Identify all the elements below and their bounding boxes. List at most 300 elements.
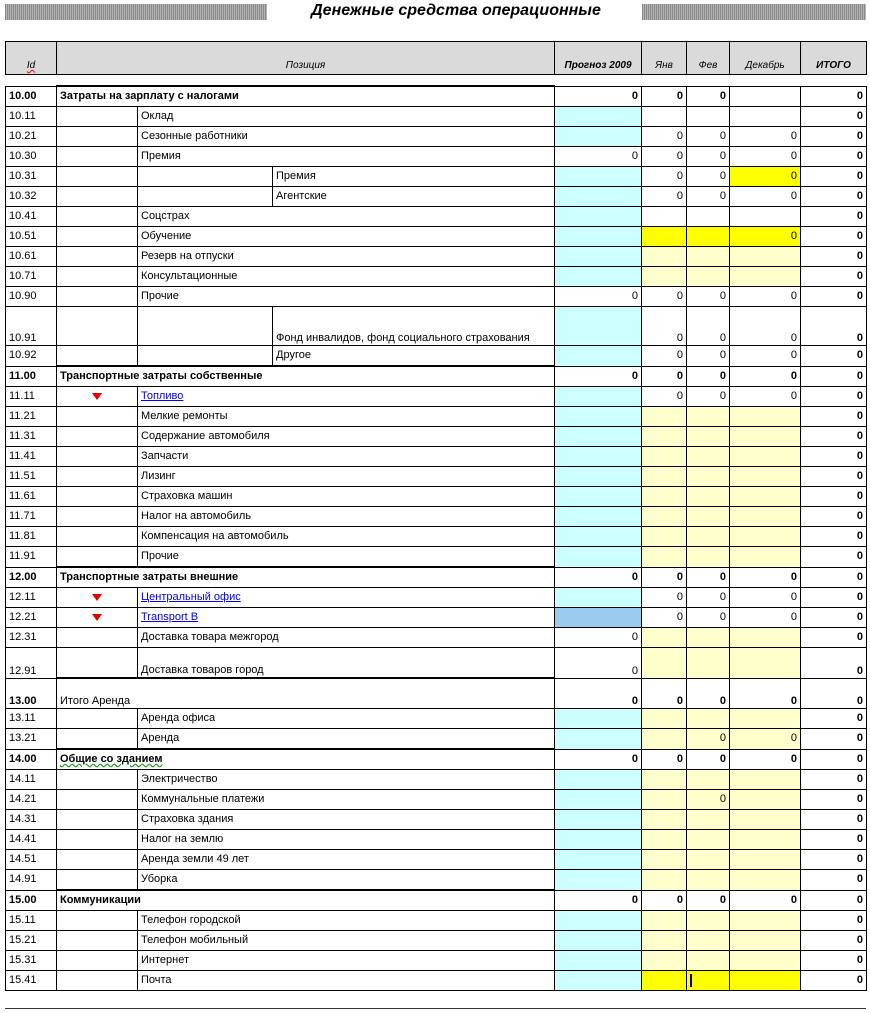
header-forecast[interactable]: Прогноз 2009: [555, 42, 642, 75]
cell-total[interactable]: 0: [801, 467, 867, 487]
cell-position[interactable]: Коммуникации: [57, 890, 555, 911]
cell-total[interactable]: 0: [801, 207, 867, 227]
cell-arrow[interactable]: [57, 307, 138, 346]
position-link[interactable]: Transport B: [141, 611, 199, 623]
cell-total[interactable]: 0: [801, 407, 867, 427]
cell-forecast[interactable]: 0: [555, 567, 642, 588]
cell-id[interactable]: 11.81: [6, 527, 57, 547]
cell-forecast[interactable]: [555, 447, 642, 467]
cell-id[interactable]: 14.00: [6, 749, 57, 770]
cell-month-feb[interactable]: 0: [687, 147, 730, 167]
cell-forecast[interactable]: [555, 127, 642, 147]
cell-id[interactable]: 14.11: [6, 770, 57, 790]
cell-month-dec[interactable]: 0: [730, 307, 801, 346]
cell-id[interactable]: 11.31: [6, 427, 57, 447]
cell-sub[interactable]: Резерв на отпуски: [138, 247, 555, 267]
cell-sub[interactable]: Мелкие ремонты: [138, 407, 555, 427]
cell-forecast[interactable]: [555, 588, 642, 608]
cell-month-feb[interactable]: [687, 467, 730, 487]
cell-month-dec[interactable]: [730, 790, 801, 810]
header-feb[interactable]: Фев: [687, 42, 730, 75]
cell-arrow[interactable]: [57, 107, 138, 127]
cell-forecast[interactable]: 0: [555, 366, 642, 387]
cell-month-jan[interactable]: [642, 648, 687, 679]
cell-month-dec[interactable]: [730, 267, 801, 287]
cell-month-jan[interactable]: 0: [642, 167, 687, 187]
cell-month-jan[interactable]: [642, 547, 687, 568]
cell-month-jan[interactable]: [642, 267, 687, 287]
cell-sub[interactable]: [138, 307, 273, 346]
cell-id[interactable]: 11.71: [6, 507, 57, 527]
cell-total[interactable]: 0: [801, 447, 867, 467]
cell-id[interactable]: 10.90: [6, 287, 57, 307]
cell-arrow[interactable]: [57, 346, 138, 367]
cell-sub[interactable]: Телефон городской: [138, 911, 555, 931]
cell-month-j[interactable]: 0: [642, 749, 687, 770]
cell-total[interactable]: 0: [801, 729, 867, 750]
cell-arrow[interactable]: [57, 911, 138, 931]
cell-arrow[interactable]: [57, 127, 138, 147]
cell-month-jan[interactable]: [642, 810, 687, 830]
cell-month-jan[interactable]: [642, 931, 687, 951]
cell-total[interactable]: 0: [801, 507, 867, 527]
cell-month-dec[interactable]: [730, 467, 801, 487]
cell-month-dec[interactable]: [730, 407, 801, 427]
cell-month-fe[interactable]: 0: [687, 749, 730, 770]
cell-forecast[interactable]: [555, 790, 642, 810]
cell-id[interactable]: 12.21: [6, 608, 57, 628]
cell-total[interactable]: 0: [801, 890, 867, 911]
cell-month-dec[interactable]: [730, 487, 801, 507]
cell-arrow[interactable]: [57, 870, 138, 891]
cell-month-dec[interactable]: [730, 648, 801, 679]
cell-sub[interactable]: Премия: [138, 147, 555, 167]
cell-total[interactable]: 0: [801, 487, 867, 507]
cell-month-jan[interactable]: [642, 770, 687, 790]
cell-month-dec[interactable]: [730, 830, 801, 850]
cell-id[interactable]: 12.31: [6, 628, 57, 648]
cell-arrow[interactable]: [57, 931, 138, 951]
cell-month-feb[interactable]: [687, 407, 730, 427]
cell-month-feb[interactable]: 0: [687, 588, 730, 608]
cell-arrow[interactable]: [57, 648, 138, 679]
cell-month-d[interactable]: 0: [730, 366, 801, 387]
cell-id[interactable]: 11.61: [6, 487, 57, 507]
cell-month-jan[interactable]: [642, 911, 687, 931]
cell-month-jan[interactable]: 0: [642, 307, 687, 346]
cell-total[interactable]: 0: [801, 709, 867, 729]
cell-month-jan[interactable]: [642, 107, 687, 127]
cell-sub[interactable]: Страховка машин: [138, 487, 555, 507]
cell-month-fe[interactable]: 0: [687, 366, 730, 387]
cell-total[interactable]: 0: [801, 346, 867, 367]
cell-arrow[interactable]: [57, 387, 138, 407]
cell-total[interactable]: 0: [801, 107, 867, 127]
cell-month-feb[interactable]: 0: [687, 387, 730, 407]
cell-month-jan[interactable]: [642, 467, 687, 487]
cell-month-jan[interactable]: 0: [642, 147, 687, 167]
cell-forecast[interactable]: [555, 487, 642, 507]
cell-month-jan[interactable]: [642, 227, 687, 247]
cell-month-feb[interactable]: 0: [687, 307, 730, 346]
cell-arrow[interactable]: [57, 267, 138, 287]
cell-arrow[interactable]: [57, 427, 138, 447]
cell-month-dec[interactable]: [730, 931, 801, 951]
cell-sub[interactable]: [138, 187, 273, 207]
cell-month-jan[interactable]: 0: [642, 287, 687, 307]
cell-month-dec[interactable]: [730, 628, 801, 648]
cell-month-dec[interactable]: [730, 447, 801, 467]
cell-sub[interactable]: Лизинг: [138, 467, 555, 487]
cell-month-d[interactable]: 0: [730, 749, 801, 770]
cell-id[interactable]: 10.11: [6, 107, 57, 127]
cell-forecast[interactable]: [555, 407, 642, 427]
cell-month-feb[interactable]: 0: [687, 608, 730, 628]
cell-month-j[interactable]: 0: [642, 678, 687, 709]
cell-month-dec[interactable]: [730, 709, 801, 729]
cell-month-dec[interactable]: [730, 810, 801, 830]
cell-forecast[interactable]: 0: [555, 890, 642, 911]
cell-month-feb[interactable]: [687, 850, 730, 870]
cell-total[interactable]: 0: [801, 931, 867, 951]
cell-month-feb[interactable]: [687, 951, 730, 971]
cell-forecast[interactable]: [555, 307, 642, 346]
cell-id[interactable]: 15.31: [6, 951, 57, 971]
cell-month-jan[interactable]: [642, 830, 687, 850]
cell-month-feb[interactable]: [687, 207, 730, 227]
cell-month-feb[interactable]: [687, 870, 730, 891]
cell-sub[interactable]: [138, 346, 273, 367]
cell-forecast[interactable]: [555, 346, 642, 367]
red-down-arrow-icon[interactable]: [92, 614, 102, 621]
cell-total[interactable]: 0: [801, 307, 867, 346]
cell-arrow[interactable]: [57, 287, 138, 307]
cell-month-jan[interactable]: 0: [642, 588, 687, 608]
cell-total[interactable]: 0: [801, 427, 867, 447]
cell-id[interactable]: 12.11: [6, 588, 57, 608]
cell-id[interactable]: 10.30: [6, 147, 57, 167]
cell-month-feb[interactable]: [687, 709, 730, 729]
cell-month-feb[interactable]: [687, 648, 730, 679]
cell-forecast[interactable]: [555, 547, 642, 568]
cell-month-dec[interactable]: 0: [730, 127, 801, 147]
cell-month-j[interactable]: 0: [642, 567, 687, 588]
cell-position[interactable]: Общие со зданием: [57, 749, 555, 770]
cell-forecast[interactable]: [555, 770, 642, 790]
cell-arrow[interactable]: [57, 147, 138, 167]
cell-arrow[interactable]: [57, 447, 138, 467]
cell-arrow[interactable]: [57, 830, 138, 850]
cell-arrow[interactable]: [57, 167, 138, 187]
cell-forecast[interactable]: 0: [555, 678, 642, 709]
cell-total[interactable]: 0: [801, 850, 867, 870]
cell-forecast[interactable]: [555, 850, 642, 870]
cell-month-dec[interactable]: 0: [730, 187, 801, 207]
cell-month-d[interactable]: 0: [730, 890, 801, 911]
cell-total[interactable]: 0: [801, 911, 867, 931]
cell-month-feb[interactable]: 0: [687, 127, 730, 147]
cell-month-feb[interactable]: [687, 830, 730, 850]
cell-month-feb[interactable]: [687, 427, 730, 447]
cell-forecast[interactable]: [555, 167, 642, 187]
cell-month-dec[interactable]: 0: [730, 287, 801, 307]
cell-total[interactable]: 0: [801, 790, 867, 810]
cell-total[interactable]: 0: [801, 567, 867, 588]
cell-forecast[interactable]: [555, 608, 642, 628]
cell-total[interactable]: 0: [801, 628, 867, 648]
cell-month-dec[interactable]: [730, 507, 801, 527]
cell-arrow[interactable]: [57, 547, 138, 568]
cell-id[interactable]: 11.51: [6, 467, 57, 487]
cell-detail[interactable]: Другое: [273, 346, 555, 367]
cell-month-jan[interactable]: [642, 207, 687, 227]
cell-sub[interactable]: [138, 608, 555, 628]
cell-month-dec[interactable]: 0: [730, 588, 801, 608]
cell-month-feb[interactable]: 0: [687, 167, 730, 187]
cell-arrow[interactable]: [57, 709, 138, 729]
cell-month-feb[interactable]: [687, 447, 730, 467]
cell-total[interactable]: 0: [801, 127, 867, 147]
cell-month-dec[interactable]: [730, 427, 801, 447]
header-position[interactable]: Позиция: [57, 42, 555, 75]
cell-id[interactable]: 11.91: [6, 547, 57, 568]
cell-position[interactable]: Транспортные затраты собственные: [57, 366, 555, 387]
cell-forecast[interactable]: [555, 107, 642, 127]
cell-month-jan[interactable]: [642, 507, 687, 527]
cell-month-dec[interactable]: [730, 951, 801, 971]
cell-month-feb[interactable]: [687, 911, 730, 931]
cell-month-jan[interactable]: 0: [642, 127, 687, 147]
cell-total[interactable]: 0: [801, 608, 867, 628]
cell-id[interactable]: 10.71: [6, 267, 57, 287]
cell-month-jan[interactable]: [642, 790, 687, 810]
cell-sub[interactable]: [138, 167, 273, 187]
cell-sub[interactable]: Прочие: [138, 287, 555, 307]
cell-total[interactable]: 0: [801, 588, 867, 608]
cell-id[interactable]: 10.41: [6, 207, 57, 227]
cell-total[interactable]: 0: [801, 951, 867, 971]
cell-sub[interactable]: Уборка: [138, 870, 555, 891]
cell-month-dec[interactable]: [730, 911, 801, 931]
cell-arrow[interactable]: [57, 467, 138, 487]
cell-total[interactable]: 0: [801, 870, 867, 891]
cell-position[interactable]: Затраты на зарплату с налогами: [57, 86, 555, 107]
cell-forecast[interactable]: [555, 507, 642, 527]
cell-id[interactable]: 11.11: [6, 387, 57, 407]
cell-sub[interactable]: Оклад: [138, 107, 555, 127]
cell-id[interactable]: 15.21: [6, 931, 57, 951]
cell-arrow[interactable]: [57, 407, 138, 427]
cell-month-feb[interactable]: [687, 507, 730, 527]
cell-position[interactable]: Итого Аренда: [57, 678, 555, 709]
cell-sub[interactable]: Страховка здания: [138, 810, 555, 830]
cell-month-dec[interactable]: [730, 770, 801, 790]
cell-sub[interactable]: Электричество: [138, 770, 555, 790]
cell-sub[interactable]: Соцстрах: [138, 207, 555, 227]
cell-detail[interactable]: Агентские: [273, 187, 555, 207]
cell-forecast[interactable]: 0: [555, 147, 642, 167]
cell-total[interactable]: 0: [801, 648, 867, 679]
cell-forecast[interactable]: 0: [555, 628, 642, 648]
cell-sub[interactable]: Телефон мобильный: [138, 931, 555, 951]
cell-id[interactable]: 10.61: [6, 247, 57, 267]
cell-forecast[interactable]: [555, 387, 642, 407]
cell-id[interactable]: 15.00: [6, 890, 57, 911]
cell-month-jan[interactable]: [642, 628, 687, 648]
cell-id[interactable]: 10.21: [6, 127, 57, 147]
cell-arrow[interactable]: [57, 507, 138, 527]
cell-id[interactable]: 14.91: [6, 870, 57, 891]
cell-sub[interactable]: Запчасти: [138, 447, 555, 467]
cell-total[interactable]: 0: [801, 227, 867, 247]
cell-month-feb[interactable]: 0: [687, 790, 730, 810]
cell-forecast[interactable]: [555, 247, 642, 267]
cell-month-jan[interactable]: [642, 729, 687, 750]
cell-id[interactable]: 10.51: [6, 227, 57, 247]
cell-total[interactable]: 0: [801, 678, 867, 709]
cell-id[interactable]: 11.21: [6, 407, 57, 427]
cell-id[interactable]: 14.21: [6, 790, 57, 810]
cell-month-dec[interactable]: [730, 527, 801, 547]
cell-id[interactable]: 10.31: [6, 167, 57, 187]
cell-total[interactable]: 0: [801, 749, 867, 770]
cell-month-dec[interactable]: [730, 547, 801, 568]
cell-sub[interactable]: Интернет: [138, 951, 555, 971]
cell-month-dec[interactable]: 0: [730, 729, 801, 750]
cell-month-dec[interactable]: [730, 107, 801, 127]
cell-forecast[interactable]: 0: [555, 287, 642, 307]
cell-detail[interactable]: Фонд инвалидов, фонд социального страхования: [273, 307, 555, 346]
cell-detail[interactable]: Премия: [273, 167, 555, 187]
cell-sub[interactable]: Налог на автомобиль: [138, 507, 555, 527]
cell-month-jan[interactable]: [642, 709, 687, 729]
cell-id[interactable]: 10.32: [6, 187, 57, 207]
cell-arrow[interactable]: [57, 951, 138, 971]
cell-sub[interactable]: Прочие: [138, 547, 555, 568]
cell-total[interactable]: 0: [801, 547, 867, 568]
cell-sub[interactable]: Аренда: [138, 729, 555, 750]
cell-sub[interactable]: Коммунальные платежи: [138, 790, 555, 810]
cell-month-feb[interactable]: 0: [687, 187, 730, 207]
cell-id[interactable]: 12.91: [6, 648, 57, 679]
cell-arrow[interactable]: [57, 588, 138, 608]
cell-id[interactable]: 10.00: [6, 86, 57, 107]
cell-forecast[interactable]: [555, 467, 642, 487]
cell-sub[interactable]: Доставка товаров город: [138, 648, 555, 679]
cell-id[interactable]: 13.00: [6, 678, 57, 709]
cell-arrow[interactable]: [57, 187, 138, 207]
cell-sub[interactable]: Содержание автомобиля: [138, 427, 555, 447]
cell-month-d[interactable]: 0: [730, 678, 801, 709]
cell-position[interactable]: Транспортные затраты внешние: [57, 567, 555, 588]
cell-month-feb[interactable]: [687, 931, 730, 951]
cell-id[interactable]: 15.41: [6, 971, 57, 991]
cell-forecast[interactable]: [555, 729, 642, 750]
cell-forecast[interactable]: [555, 227, 642, 247]
cell-month-feb[interactable]: [687, 227, 730, 247]
cell-month-fe[interactable]: 0: [687, 890, 730, 911]
cell-total[interactable]: 0: [801, 267, 867, 287]
cell-sub[interactable]: Налог на землю: [138, 830, 555, 850]
header-id[interactable]: Id: [6, 42, 57, 75]
cell-sub[interactable]: [138, 387, 555, 407]
cell-arrow[interactable]: [57, 810, 138, 830]
cell-forecast[interactable]: [555, 911, 642, 931]
cell-month-dec[interactable]: [730, 247, 801, 267]
cell-forecast[interactable]: [555, 931, 642, 951]
cell-total[interactable]: 0: [801, 147, 867, 167]
cell-sub[interactable]: Обучение: [138, 227, 555, 247]
cell-arrow[interactable]: [57, 227, 138, 247]
cell-month-feb[interactable]: [687, 770, 730, 790]
cell-month-jan[interactable]: [642, 247, 687, 267]
cell-month-jan[interactable]: 0: [642, 387, 687, 407]
cell-month-dec[interactable]: [730, 870, 801, 891]
cell-forecast[interactable]: [555, 830, 642, 850]
cell-total[interactable]: 0: [801, 971, 867, 991]
cell-month-feb[interactable]: [687, 107, 730, 127]
cell-month-jan[interactable]: 0: [642, 346, 687, 367]
cell-sub[interactable]: Доставка товара межгород: [138, 628, 555, 648]
cell-month-jan[interactable]: [642, 870, 687, 891]
cell-forecast[interactable]: [555, 187, 642, 207]
cell-sub[interactable]: Консультационные: [138, 267, 555, 287]
cell-id[interactable]: 10.92: [6, 346, 57, 367]
cell-month-jan[interactable]: [642, 527, 687, 547]
cell-sub[interactable]: Аренда земли 49 лет: [138, 850, 555, 870]
cell-total[interactable]: 0: [801, 810, 867, 830]
cell-month-dec[interactable]: [730, 207, 801, 227]
cell-month-fe[interactable]: 0: [687, 86, 730, 107]
cell-total[interactable]: 0: [801, 247, 867, 267]
cell-month-feb[interactable]: 0: [687, 346, 730, 367]
cell-month-fe[interactable]: 0: [687, 678, 730, 709]
cell-month-dec[interactable]: [730, 971, 801, 991]
cell-month-feb[interactable]: [687, 247, 730, 267]
cell-forecast[interactable]: 0: [555, 749, 642, 770]
cell-month-j[interactable]: 0: [642, 86, 687, 107]
cell-arrow[interactable]: [57, 850, 138, 870]
cell-id[interactable]: 13.11: [6, 709, 57, 729]
cell-forecast[interactable]: 0: [555, 648, 642, 679]
red-down-arrow-icon[interactable]: [92, 594, 102, 601]
cell-month-jan[interactable]: [642, 850, 687, 870]
cell-sub[interactable]: [138, 588, 555, 608]
cell-month-jan[interactable]: [642, 427, 687, 447]
cell-id[interactable]: 14.41: [6, 830, 57, 850]
cell-total[interactable]: 0: [801, 366, 867, 387]
cell-sub[interactable]: Аренда офиса: [138, 709, 555, 729]
cell-month-jan[interactable]: [642, 407, 687, 427]
cell-forecast[interactable]: [555, 527, 642, 547]
cell-total[interactable]: 0: [801, 187, 867, 207]
position-link[interactable]: Центральный офис: [141, 591, 241, 603]
cell-arrow[interactable]: [57, 527, 138, 547]
cell-total[interactable]: 0: [801, 86, 867, 107]
cell-total[interactable]: 0: [801, 167, 867, 187]
cell-month-feb[interactable]: [687, 810, 730, 830]
cell-month-jan[interactable]: [642, 951, 687, 971]
cell-month-feb[interactable]: 0: [687, 729, 730, 750]
cell-month-feb[interactable]: [687, 547, 730, 568]
cell-forecast[interactable]: [555, 810, 642, 830]
cell-id[interactable]: 12.00: [6, 567, 57, 588]
cell-id[interactable]: 15.11: [6, 911, 57, 931]
cell-forecast[interactable]: 0: [555, 86, 642, 107]
cell-id[interactable]: 11.00: [6, 366, 57, 387]
cell-month-jan[interactable]: [642, 447, 687, 467]
header-jan[interactable]: Янв: [642, 42, 687, 75]
